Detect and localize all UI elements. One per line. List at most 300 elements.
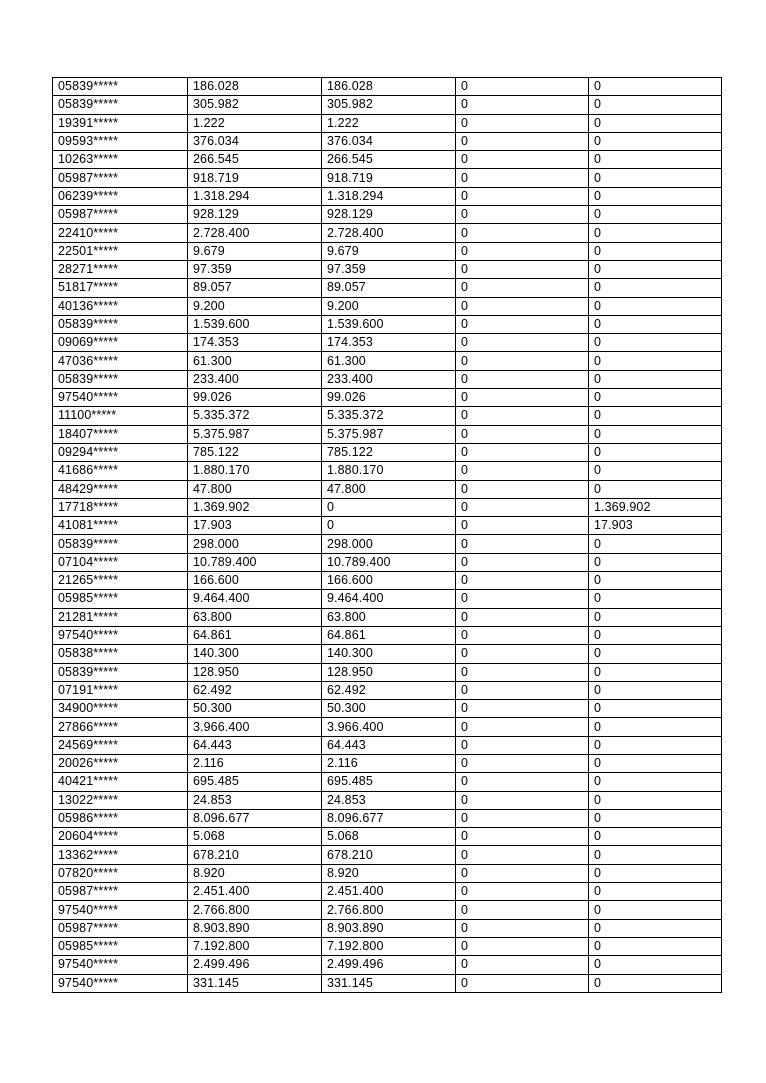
value-4-cell: 0 — [589, 754, 722, 772]
value-4-cell: 0 — [589, 974, 722, 992]
value-4-cell: 0 — [589, 919, 722, 937]
amount-cell: 1.369.902 — [188, 498, 322, 516]
value-3-cell: 0 — [456, 187, 589, 205]
value-4-cell: 0 — [589, 443, 722, 461]
id-cell: 17718***** — [53, 498, 188, 516]
value-3-cell: 0 — [456, 919, 589, 937]
table-row — [53, 846, 722, 864]
table-row — [53, 535, 722, 553]
id-cell: 05987***** — [53, 206, 188, 224]
value-3-cell: 0 — [456, 754, 589, 772]
value-4-cell: 0 — [589, 297, 722, 315]
amount-cell: 8.903.890 — [188, 919, 322, 937]
amount-cell: 2.451.400 — [188, 883, 322, 901]
id-cell: 09069***** — [53, 334, 188, 352]
amount-2-cell: 128.950 — [322, 663, 456, 681]
value-4-cell: 0 — [589, 151, 722, 169]
id-cell: 05839***** — [53, 535, 188, 553]
value-4-cell: 0 — [589, 590, 722, 608]
id-cell: 13362***** — [53, 846, 188, 864]
value-4-cell: 0 — [589, 370, 722, 388]
id-cell: 97540***** — [53, 901, 188, 919]
amount-2-cell: 2.116 — [322, 754, 456, 772]
amount-cell: 166.600 — [188, 572, 322, 590]
amount-2-cell: 186.028 — [322, 78, 456, 96]
amount-cell: 3.966.400 — [188, 718, 322, 736]
value-3-cell: 0 — [456, 78, 589, 96]
amount-2-cell: 5.068 — [322, 828, 456, 846]
id-cell: 22501***** — [53, 242, 188, 260]
id-cell: 05987***** — [53, 169, 188, 187]
amount-2-cell: 0 — [322, 498, 456, 516]
value-3-cell: 0 — [456, 718, 589, 736]
amount-2-cell: 928.129 — [322, 206, 456, 224]
amount-cell: 2.499.496 — [188, 956, 322, 974]
id-cell: 48429***** — [53, 480, 188, 498]
id-cell: 05987***** — [53, 883, 188, 901]
value-4-cell: 0 — [589, 279, 722, 297]
id-cell: 05985***** — [53, 937, 188, 955]
value-3-cell: 0 — [456, 681, 589, 699]
amount-2-cell: 89.057 — [322, 279, 456, 297]
id-cell: 05839***** — [53, 78, 188, 96]
amount-cell: 128.950 — [188, 663, 322, 681]
value-4-cell: 0 — [589, 791, 722, 809]
amount-2-cell: 9.679 — [322, 242, 456, 260]
id-cell: 27866***** — [53, 718, 188, 736]
value-4-cell: 0 — [589, 315, 722, 333]
value-3-cell: 0 — [456, 132, 589, 150]
amount-cell: 233.400 — [188, 370, 322, 388]
table-row — [53, 626, 722, 644]
table-row — [53, 206, 722, 224]
value-3-cell: 0 — [456, 389, 589, 407]
amount-2-cell: 2.728.400 — [322, 224, 456, 242]
amount-cell: 24.853 — [188, 791, 322, 809]
amount-cell: 10.789.400 — [188, 553, 322, 571]
table-row — [53, 663, 722, 681]
amount-cell: 8.920 — [188, 864, 322, 882]
table-row — [53, 114, 722, 132]
table-row — [53, 754, 722, 772]
id-cell: 05839***** — [53, 96, 188, 114]
table-row — [53, 407, 722, 425]
id-cell: 51817***** — [53, 279, 188, 297]
table-row — [53, 645, 722, 663]
value-4-cell: 0 — [589, 956, 722, 974]
amount-cell: 1.222 — [188, 114, 322, 132]
value-4-cell: 0 — [589, 809, 722, 827]
amount-2-cell: 678.210 — [322, 846, 456, 864]
table-row — [53, 681, 722, 699]
amount-cell: 5.335.372 — [188, 407, 322, 425]
amount-2-cell: 174.353 — [322, 334, 456, 352]
data-table — [52, 77, 722, 993]
amount-2-cell: 918.719 — [322, 169, 456, 187]
value-3-cell: 0 — [456, 864, 589, 882]
value-4-cell: 0 — [589, 901, 722, 919]
value-4-cell: 0 — [589, 114, 722, 132]
amount-cell: 50.300 — [188, 700, 322, 718]
amount-cell: 1.539.600 — [188, 315, 322, 333]
amount-2-cell: 8.903.890 — [322, 919, 456, 937]
id-cell: 07104***** — [53, 553, 188, 571]
value-4-cell: 0 — [589, 883, 722, 901]
amount-2-cell: 97.359 — [322, 260, 456, 278]
value-3-cell: 0 — [456, 572, 589, 590]
table-row — [53, 791, 722, 809]
id-cell: 20604***** — [53, 828, 188, 846]
table-row — [53, 370, 722, 388]
table-row — [53, 498, 722, 516]
value-4-cell: 0 — [589, 535, 722, 553]
value-3-cell: 0 — [456, 407, 589, 425]
id-cell: 06239***** — [53, 187, 188, 205]
amount-2-cell: 266.545 — [322, 151, 456, 169]
amount-cell: 89.057 — [188, 279, 322, 297]
id-cell: 05987***** — [53, 919, 188, 937]
table-row — [53, 572, 722, 590]
value-4-cell: 0 — [589, 773, 722, 791]
amount-cell: 62.492 — [188, 681, 322, 699]
value-4-cell: 0 — [589, 132, 722, 150]
value-3-cell: 0 — [456, 279, 589, 297]
amount-2-cell: 5.375.987 — [322, 425, 456, 443]
value-3-cell: 0 — [456, 809, 589, 827]
amount-2-cell: 305.982 — [322, 96, 456, 114]
amount-cell: 2.116 — [188, 754, 322, 772]
value-3-cell: 0 — [456, 242, 589, 260]
amount-cell: 298.000 — [188, 535, 322, 553]
amount-2-cell: 7.192.800 — [322, 937, 456, 955]
value-3-cell: 0 — [456, 462, 589, 480]
table-row — [53, 608, 722, 626]
amount-2-cell: 233.400 — [322, 370, 456, 388]
value-3-cell: 0 — [456, 937, 589, 955]
amount-2-cell: 24.853 — [322, 791, 456, 809]
amount-2-cell: 8.096.677 — [322, 809, 456, 827]
value-4-cell: 0 — [589, 700, 722, 718]
amount-cell: 5.375.987 — [188, 425, 322, 443]
id-cell: 05839***** — [53, 663, 188, 681]
value-4-cell: 0 — [589, 608, 722, 626]
value-3-cell: 0 — [456, 700, 589, 718]
value-3-cell: 0 — [456, 96, 589, 114]
table-row — [53, 956, 722, 974]
value-3-cell: 0 — [456, 828, 589, 846]
amount-2-cell: 2.499.496 — [322, 956, 456, 974]
table-row — [53, 78, 722, 96]
amount-cell: 678.210 — [188, 846, 322, 864]
value-4-cell: 0 — [589, 864, 722, 882]
id-cell: 09593***** — [53, 132, 188, 150]
value-3-cell: 0 — [456, 151, 589, 169]
table-row — [53, 828, 722, 846]
value-4-cell: 0 — [589, 407, 722, 425]
amount-2-cell: 166.600 — [322, 572, 456, 590]
value-4-cell: 0 — [589, 681, 722, 699]
amount-2-cell: 9.200 — [322, 297, 456, 315]
amount-cell: 64.443 — [188, 736, 322, 754]
value-3-cell: 0 — [456, 590, 589, 608]
amount-cell: 918.719 — [188, 169, 322, 187]
amount-cell: 266.545 — [188, 151, 322, 169]
id-cell: 20026***** — [53, 754, 188, 772]
amount-2-cell: 47.800 — [322, 480, 456, 498]
value-4-cell: 0 — [589, 937, 722, 955]
amount-cell: 97.359 — [188, 260, 322, 278]
value-3-cell: 0 — [456, 224, 589, 242]
table-row — [53, 553, 722, 571]
amount-cell: 174.353 — [188, 334, 322, 352]
value-3-cell: 0 — [456, 480, 589, 498]
table-row — [53, 901, 722, 919]
amount-2-cell: 10.789.400 — [322, 553, 456, 571]
amount-cell: 5.068 — [188, 828, 322, 846]
amount-2-cell: 50.300 — [322, 700, 456, 718]
id-cell: 47036***** — [53, 352, 188, 370]
value-4-cell: 0 — [589, 736, 722, 754]
value-3-cell: 0 — [456, 206, 589, 224]
amount-cell: 8.096.677 — [188, 809, 322, 827]
value-4-cell: 0 — [589, 224, 722, 242]
value-3-cell: 0 — [456, 553, 589, 571]
value-4-cell: 0 — [589, 663, 722, 681]
value-4-cell: 0 — [589, 169, 722, 187]
table-row — [53, 809, 722, 827]
value-3-cell: 0 — [456, 352, 589, 370]
table-row — [53, 919, 722, 937]
table-body — [53, 78, 722, 993]
amount-cell: 64.861 — [188, 626, 322, 644]
id-cell: 40421***** — [53, 773, 188, 791]
value-4-cell: 0 — [589, 334, 722, 352]
table-row — [53, 260, 722, 278]
value-3-cell: 0 — [456, 791, 589, 809]
id-cell: 05986***** — [53, 809, 188, 827]
amount-cell: 2.766.800 — [188, 901, 322, 919]
value-4-cell: 0 — [589, 260, 722, 278]
amount-cell: 1.318.294 — [188, 187, 322, 205]
value-3-cell: 0 — [456, 663, 589, 681]
value-4-cell: 0 — [589, 187, 722, 205]
amount-cell: 695.485 — [188, 773, 322, 791]
value-3-cell: 0 — [456, 297, 589, 315]
id-cell: 41686***** — [53, 462, 188, 480]
table-row — [53, 389, 722, 407]
value-3-cell: 0 — [456, 517, 589, 535]
table-row — [53, 773, 722, 791]
amount-2-cell: 2.451.400 — [322, 883, 456, 901]
value-3-cell: 0 — [456, 260, 589, 278]
table-row — [53, 425, 722, 443]
table-row — [53, 883, 722, 901]
table-row — [53, 242, 722, 260]
value-3-cell: 0 — [456, 736, 589, 754]
table-row — [53, 937, 722, 955]
amount-2-cell: 331.145 — [322, 974, 456, 992]
value-4-cell: 0 — [589, 553, 722, 571]
table-row — [53, 334, 722, 352]
amount-2-cell: 2.766.800 — [322, 901, 456, 919]
value-4-cell: 0 — [589, 242, 722, 260]
amount-cell: 99.026 — [188, 389, 322, 407]
table-row — [53, 480, 722, 498]
value-4-cell: 0 — [589, 718, 722, 736]
value-3-cell: 0 — [456, 425, 589, 443]
value-4-cell: 0 — [589, 846, 722, 864]
value-3-cell: 0 — [456, 846, 589, 864]
table-row — [53, 590, 722, 608]
value-4-cell: 0 — [589, 645, 722, 663]
id-cell: 07191***** — [53, 681, 188, 699]
value-4-cell: 1.369.902 — [589, 498, 722, 516]
value-3-cell: 0 — [456, 883, 589, 901]
value-3-cell: 0 — [456, 773, 589, 791]
value-3-cell: 0 — [456, 370, 589, 388]
table-row — [53, 700, 722, 718]
id-cell: 97540***** — [53, 626, 188, 644]
amount-cell: 47.800 — [188, 480, 322, 498]
amount-cell: 331.145 — [188, 974, 322, 992]
value-4-cell: 0 — [589, 462, 722, 480]
amount-2-cell: 99.026 — [322, 389, 456, 407]
id-cell: 05985***** — [53, 590, 188, 608]
table-row — [53, 517, 722, 535]
amount-cell: 1.880.170 — [188, 462, 322, 480]
table-row — [53, 297, 722, 315]
amount-2-cell: 376.034 — [322, 132, 456, 150]
value-3-cell: 0 — [456, 535, 589, 553]
amount-2-cell: 62.492 — [322, 681, 456, 699]
amount-2-cell: 64.861 — [322, 626, 456, 644]
amount-2-cell: 1.539.600 — [322, 315, 456, 333]
value-3-cell: 0 — [456, 315, 589, 333]
value-4-cell: 0 — [589, 206, 722, 224]
amount-2-cell: 298.000 — [322, 535, 456, 553]
id-cell: 10263***** — [53, 151, 188, 169]
value-3-cell: 0 — [456, 956, 589, 974]
value-3-cell: 0 — [456, 901, 589, 919]
amount-cell: 186.028 — [188, 78, 322, 96]
table-row — [53, 718, 722, 736]
table-row — [53, 151, 722, 169]
amount-2-cell: 140.300 — [322, 645, 456, 663]
value-3-cell: 0 — [456, 443, 589, 461]
value-3-cell: 0 — [456, 498, 589, 516]
value-3-cell: 0 — [456, 645, 589, 663]
amount-2-cell: 9.464.400 — [322, 590, 456, 608]
amount-2-cell: 63.800 — [322, 608, 456, 626]
amount-2-cell: 64.443 — [322, 736, 456, 754]
table-row — [53, 443, 722, 461]
id-cell: 34900***** — [53, 700, 188, 718]
amount-2-cell: 695.485 — [322, 773, 456, 791]
table-row — [53, 974, 722, 992]
amount-cell: 305.982 — [188, 96, 322, 114]
amount-cell: 928.129 — [188, 206, 322, 224]
id-cell: 22410***** — [53, 224, 188, 242]
id-cell: 21265***** — [53, 572, 188, 590]
amount-2-cell: 785.122 — [322, 443, 456, 461]
id-cell: 21281***** — [53, 608, 188, 626]
table-row — [53, 224, 722, 242]
table-row — [53, 132, 722, 150]
amount-cell: 376.034 — [188, 132, 322, 150]
value-4-cell: 0 — [589, 78, 722, 96]
id-cell: 97540***** — [53, 974, 188, 992]
id-cell: 28271***** — [53, 260, 188, 278]
amount-cell: 2.728.400 — [188, 224, 322, 242]
amount-cell: 785.122 — [188, 443, 322, 461]
id-cell: 13022***** — [53, 791, 188, 809]
value-4-cell: 0 — [589, 96, 722, 114]
amount-cell: 17.903 — [188, 517, 322, 535]
table-row — [53, 187, 722, 205]
table-row — [53, 352, 722, 370]
id-cell: 09294***** — [53, 443, 188, 461]
id-cell: 97540***** — [53, 389, 188, 407]
amount-2-cell: 61.300 — [322, 352, 456, 370]
value-4-cell: 0 — [589, 626, 722, 644]
table-row — [53, 315, 722, 333]
value-4-cell: 0 — [589, 389, 722, 407]
id-cell: 18407***** — [53, 425, 188, 443]
table-row — [53, 864, 722, 882]
value-3-cell: 0 — [456, 169, 589, 187]
amount-2-cell: 8.920 — [322, 864, 456, 882]
value-3-cell: 0 — [456, 974, 589, 992]
table-row — [53, 279, 722, 297]
amount-2-cell: 5.335.372 — [322, 407, 456, 425]
id-cell: 40136***** — [53, 297, 188, 315]
amount-2-cell: 0 — [322, 517, 456, 535]
id-cell: 19391***** — [53, 114, 188, 132]
amount-2-cell: 1.318.294 — [322, 187, 456, 205]
amount-cell: 63.800 — [188, 608, 322, 626]
id-cell: 41081***** — [53, 517, 188, 535]
id-cell: 05839***** — [53, 315, 188, 333]
table-row — [53, 462, 722, 480]
amount-cell: 9.200 — [188, 297, 322, 315]
amount-2-cell: 3.966.400 — [322, 718, 456, 736]
value-4-cell: 17.903 — [589, 517, 722, 535]
value-4-cell: 0 — [589, 425, 722, 443]
id-cell: 97540***** — [53, 956, 188, 974]
value-3-cell: 0 — [456, 608, 589, 626]
id-cell: 07820***** — [53, 864, 188, 882]
amount-cell: 140.300 — [188, 645, 322, 663]
value-4-cell: 0 — [589, 828, 722, 846]
amount-cell: 7.192.800 — [188, 937, 322, 955]
value-4-cell: 0 — [589, 480, 722, 498]
amount-2-cell: 1.880.170 — [322, 462, 456, 480]
amount-2-cell: 1.222 — [322, 114, 456, 132]
value-4-cell: 0 — [589, 352, 722, 370]
value-3-cell: 0 — [456, 626, 589, 644]
id-cell: 05839***** — [53, 370, 188, 388]
id-cell: 05838***** — [53, 645, 188, 663]
amount-cell: 9.679 — [188, 242, 322, 260]
id-cell: 24569***** — [53, 736, 188, 754]
table-row — [53, 169, 722, 187]
value-3-cell: 0 — [456, 334, 589, 352]
value-4-cell: 0 — [589, 572, 722, 590]
value-3-cell: 0 — [456, 114, 589, 132]
amount-cell: 61.300 — [188, 352, 322, 370]
table-row — [53, 96, 722, 114]
amount-cell: 9.464.400 — [188, 590, 322, 608]
